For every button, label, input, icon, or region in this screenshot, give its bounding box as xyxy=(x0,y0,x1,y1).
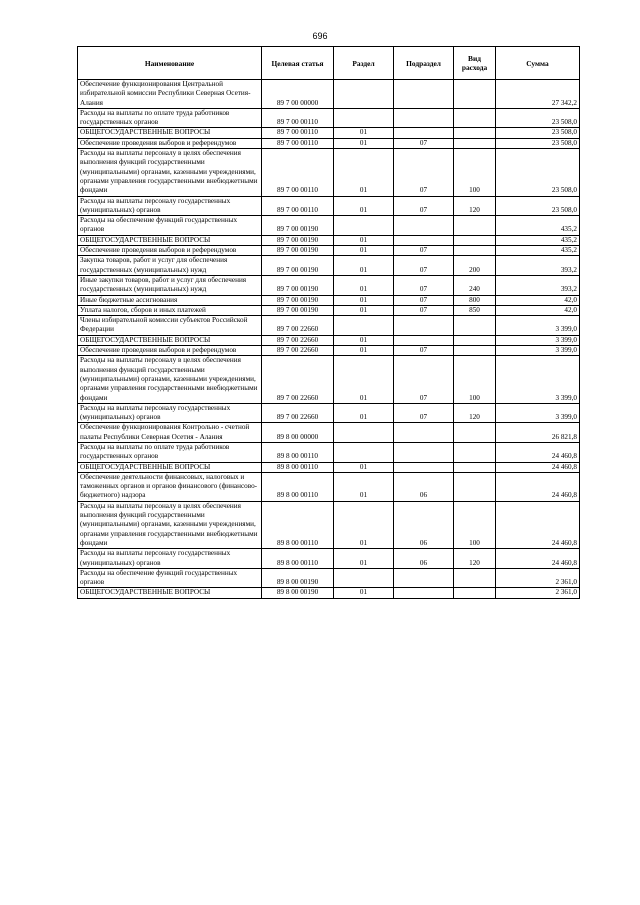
table-row xyxy=(78,108,580,128)
cell-sum: 2 361,0 xyxy=(496,588,580,598)
cell-subsection: 07 xyxy=(394,246,454,256)
table-row xyxy=(78,128,580,138)
table-row xyxy=(78,403,580,423)
cell-code: 89 8 00 00110 xyxy=(262,442,334,462)
cell-vid xyxy=(454,128,496,138)
cell-vid xyxy=(454,568,496,588)
cell-subsection xyxy=(394,442,454,462)
cell-code: 89 7 00 00190 xyxy=(262,216,334,236)
cell-vid: 850 xyxy=(454,305,496,315)
cell-subsection: 07 xyxy=(394,275,454,295)
cell-vid xyxy=(454,423,496,443)
cell-name: Расходы на обеспечение функций государственных органов xyxy=(78,568,262,588)
cell-sum: 2 361,0 xyxy=(496,568,580,588)
cell-subsection: 06 xyxy=(394,472,454,501)
cell-section: 01 xyxy=(334,356,394,403)
cell-sum: 27 342,2 xyxy=(496,80,580,109)
table-row xyxy=(78,568,580,588)
header-subsection: Подраздел xyxy=(394,47,454,80)
cell-section: 01 xyxy=(334,346,394,356)
cell-section: 01 xyxy=(334,472,394,501)
cell-vid xyxy=(454,80,496,109)
cell-sum: 393,2 xyxy=(496,275,580,295)
cell-code: 89 7 00 22660 xyxy=(262,346,334,356)
budget-table xyxy=(77,46,580,599)
cell-subsection xyxy=(394,335,454,345)
cell-name: Расходы на выплаты персоналу в целях обеспечения выполнения функций государственными (муниципальными) органами, казенными учреждениями, органами управления государственными внебюджетными фондами xyxy=(78,149,262,196)
cell-name: Расходы на выплаты персоналу в целях обеспечения выполнения функций государственными (муниципальными) органами, казенными учреждениями, органами управления государственными внебюджетными фондами xyxy=(78,356,262,403)
cell-section xyxy=(334,423,394,443)
cell-section: 01 xyxy=(334,138,394,148)
cell-section xyxy=(334,108,394,128)
cell-sum: 24 460,8 xyxy=(496,549,580,569)
header-vid: Вид расхода xyxy=(454,47,496,80)
cell-name: ОБЩЕГОСУДАРСТВЕННЫЕ ВОПРОСЫ xyxy=(78,588,262,598)
cell-section: 01 xyxy=(334,462,394,472)
header-name: Наименование xyxy=(78,47,262,80)
cell-section: 01 xyxy=(334,128,394,138)
cell-subsection xyxy=(394,462,454,472)
table-row xyxy=(78,549,580,569)
cell-section: 01 xyxy=(334,235,394,245)
cell-vid xyxy=(454,216,496,236)
cell-code: 89 7 00 00110 xyxy=(262,138,334,148)
cell-name: Расходы на выплаты персоналу государственных (муниципальных) органов xyxy=(78,549,262,569)
cell-name: Обеспечение проведения выборов и референдумов xyxy=(78,346,262,356)
cell-subsection xyxy=(394,80,454,109)
cell-sum: 23 508,0 xyxy=(496,128,580,138)
cell-vid: 240 xyxy=(454,275,496,295)
cell-section: 01 xyxy=(334,305,394,315)
header-sum: Сумма xyxy=(496,47,580,80)
cell-code: 89 7 00 00190 xyxy=(262,235,334,245)
cell-name: Обеспечение деятельности финансовых, налоговых и таможенных органов и органов финансового (финансово-бюджетного) надзора xyxy=(78,472,262,501)
cell-name: Иные закупки товаров, работ и услуг для обеспечения государственных (муниципальных) нужд xyxy=(78,275,262,295)
cell-vid xyxy=(454,316,496,336)
table-row xyxy=(78,295,580,305)
cell-name: Расходы на выплаты по оплате труда работников государственных органов xyxy=(78,442,262,462)
cell-name: Закупка товаров, работ и услуг для обеспечения государственных (муниципальных) нужд xyxy=(78,256,262,276)
cell-section: 01 xyxy=(334,196,394,216)
cell-code: 89 7 00 00110 xyxy=(262,149,334,196)
table-row xyxy=(78,472,580,501)
cell-subsection: 06 xyxy=(394,549,454,569)
cell-name: Члены избирательной комиссии субъектов Российской Федерации xyxy=(78,316,262,336)
cell-sum: 23 508,0 xyxy=(496,149,580,196)
cell-name: Расходы на выплаты персоналу государственных (муниципальных) органов xyxy=(78,403,262,423)
table-row xyxy=(78,256,580,276)
cell-name: Расходы на выплаты персоналу государственных (муниципальных) органов xyxy=(78,196,262,216)
table-row xyxy=(78,346,580,356)
cell-sum: 435,2 xyxy=(496,246,580,256)
cell-code: 89 8 00 00110 xyxy=(262,549,334,569)
cell-name: Расходы на обеспечение функций государственных органов xyxy=(78,216,262,236)
cell-vid: 120 xyxy=(454,549,496,569)
cell-subsection xyxy=(394,216,454,236)
cell-code: 89 7 00 00190 xyxy=(262,305,334,315)
cell-code: 89 7 00 00110 xyxy=(262,196,334,216)
cell-section xyxy=(334,442,394,462)
cell-code: 89 7 00 22660 xyxy=(262,335,334,345)
cell-subsection xyxy=(394,128,454,138)
cell-sum: 26 821,8 xyxy=(496,423,580,443)
table-row xyxy=(78,305,580,315)
cell-sum: 42,0 xyxy=(496,305,580,315)
cell-sum: 3 399,0 xyxy=(496,316,580,336)
cell-sum: 3 399,0 xyxy=(496,403,580,423)
cell-subsection xyxy=(394,235,454,245)
cell-code: 89 7 00 00190 xyxy=(262,275,334,295)
cell-vid: 100 xyxy=(454,149,496,196)
cell-name: Расходы на выплаты персоналу в целях обеспечения выполнения функций государственными (муниципальными) органами, казенными учреждениями, органами управления государственными внебюджетными фондами xyxy=(78,501,262,548)
cell-name: Обеспечение функционирования Контрольно - счетной палаты Республики Северная Осетия - Алания xyxy=(78,423,262,443)
table-row xyxy=(78,235,580,245)
cell-section: 01 xyxy=(334,335,394,345)
cell-section xyxy=(334,216,394,236)
cell-section: 01 xyxy=(334,295,394,305)
cell-subsection: 07 xyxy=(394,295,454,305)
cell-sum: 3 399,0 xyxy=(496,346,580,356)
page-number: 696 xyxy=(312,31,328,41)
cell-sum: 3 399,0 xyxy=(496,356,580,403)
cell-section xyxy=(334,316,394,336)
cell-code: 89 7 00 00190 xyxy=(262,295,334,305)
cell-vid xyxy=(454,442,496,462)
cell-code: 89 7 00 00110 xyxy=(262,108,334,128)
cell-name: Обеспечение проведения выборов и референдумов xyxy=(78,246,262,256)
cell-subsection xyxy=(394,108,454,128)
table-body xyxy=(78,80,580,599)
cell-name: Иные бюджетные ассигнования xyxy=(78,295,262,305)
cell-code: 89 7 00 00110 xyxy=(262,128,334,138)
header-section: Раздел xyxy=(334,47,394,80)
table-row xyxy=(78,462,580,472)
cell-vid: 120 xyxy=(454,196,496,216)
cell-section: 01 xyxy=(334,149,394,196)
cell-code: 89 8 00 00110 xyxy=(262,472,334,501)
cell-subsection: 07 xyxy=(394,346,454,356)
cell-code: 89 8 00 00000 xyxy=(262,423,334,443)
cell-vid xyxy=(454,462,496,472)
cell-section xyxy=(334,80,394,109)
table-row xyxy=(78,275,580,295)
table-row xyxy=(78,246,580,256)
cell-sum: 3 399,0 xyxy=(496,335,580,345)
cell-section: 01 xyxy=(334,256,394,276)
cell-sum: 435,2 xyxy=(496,216,580,236)
cell-sum: 435,2 xyxy=(496,235,580,245)
table-header-row xyxy=(78,47,580,80)
cell-name: Обеспечение функционирования Центральной избирательной комиссии Республики Северная Осетия-Алания xyxy=(78,80,262,109)
cell-name: Обеспечение проведения выборов и референдумов xyxy=(78,138,262,148)
cell-code: 89 8 00 00190 xyxy=(262,568,334,588)
cell-code: 89 7 00 22660 xyxy=(262,316,334,336)
cell-name: ОБЩЕГОСУДАРСТВЕННЫЕ ВОПРОСЫ xyxy=(78,462,262,472)
cell-code: 89 7 00 22660 xyxy=(262,356,334,403)
table-row xyxy=(78,80,580,109)
cell-section: 01 xyxy=(334,403,394,423)
cell-sum: 42,0 xyxy=(496,295,580,305)
cell-code: 89 8 00 00190 xyxy=(262,588,334,598)
table-row xyxy=(78,216,580,236)
cell-sum: 24 460,8 xyxy=(496,472,580,501)
table-row xyxy=(78,196,580,216)
cell-subsection: 07 xyxy=(394,138,454,148)
cell-vid: 100 xyxy=(454,501,496,548)
cell-code: 89 7 00 00190 xyxy=(262,256,334,276)
table-row xyxy=(78,138,580,148)
cell-vid: 800 xyxy=(454,295,496,305)
table-row xyxy=(78,316,580,336)
cell-section: 01 xyxy=(334,588,394,598)
cell-subsection: 06 xyxy=(394,501,454,548)
cell-vid: 100 xyxy=(454,356,496,403)
cell-vid xyxy=(454,472,496,501)
cell-vid xyxy=(454,346,496,356)
table-row xyxy=(78,442,580,462)
cell-vid xyxy=(454,108,496,128)
cell-name: ОБЩЕГОСУДАРСТВЕННЫЕ ВОПРОСЫ xyxy=(78,128,262,138)
cell-vid xyxy=(454,235,496,245)
cell-vid xyxy=(454,246,496,256)
cell-section: 01 xyxy=(334,549,394,569)
cell-name: ОБЩЕГОСУДАРСТВЕННЫЕ ВОПРОСЫ xyxy=(78,335,262,345)
cell-sum: 393,2 xyxy=(496,256,580,276)
cell-sum: 23 508,0 xyxy=(496,138,580,148)
cell-vid xyxy=(454,588,496,598)
table-row xyxy=(78,588,580,598)
table-row xyxy=(78,356,580,403)
cell-section xyxy=(334,568,394,588)
header-code: Целевая статья xyxy=(262,47,334,80)
cell-vid xyxy=(454,138,496,148)
cell-section: 01 xyxy=(334,246,394,256)
cell-code: 89 8 00 00110 xyxy=(262,501,334,548)
cell-code: 89 7 00 00000 xyxy=(262,80,334,109)
cell-section: 01 xyxy=(334,501,394,548)
table-row xyxy=(78,423,580,443)
cell-subsection: 07 xyxy=(394,356,454,403)
cell-subsection: 07 xyxy=(394,196,454,216)
cell-vid: 120 xyxy=(454,403,496,423)
cell-subsection xyxy=(394,568,454,588)
cell-sum: 23 508,0 xyxy=(496,108,580,128)
cell-subsection: 07 xyxy=(394,256,454,276)
table-row xyxy=(78,149,580,196)
cell-code: 89 7 00 00190 xyxy=(262,246,334,256)
cell-subsection: 07 xyxy=(394,403,454,423)
cell-vid xyxy=(454,335,496,345)
table-row xyxy=(78,335,580,345)
cell-name: ОБЩЕГОСУДАРСТВЕННЫЕ ВОПРОСЫ xyxy=(78,235,262,245)
table-row xyxy=(78,501,580,548)
cell-name: Уплата налогов, сборов и иных платежей xyxy=(78,305,262,315)
cell-vid: 200 xyxy=(454,256,496,276)
cell-code: 89 8 00 00110 xyxy=(262,462,334,472)
cell-subsection xyxy=(394,588,454,598)
cell-name: Расходы на выплаты по оплате труда работников государственных органов xyxy=(78,108,262,128)
cell-sum: 24 460,8 xyxy=(496,501,580,548)
cell-section: 01 xyxy=(334,275,394,295)
cell-subsection: 07 xyxy=(394,149,454,196)
cell-sum: 24 460,8 xyxy=(496,462,580,472)
cell-subsection xyxy=(394,316,454,336)
cell-subsection: 07 xyxy=(394,305,454,315)
cell-sum: 23 508,0 xyxy=(496,196,580,216)
cell-code: 89 7 00 22660 xyxy=(262,403,334,423)
cell-sum: 24 460,8 xyxy=(496,442,580,462)
cell-subsection xyxy=(394,423,454,443)
